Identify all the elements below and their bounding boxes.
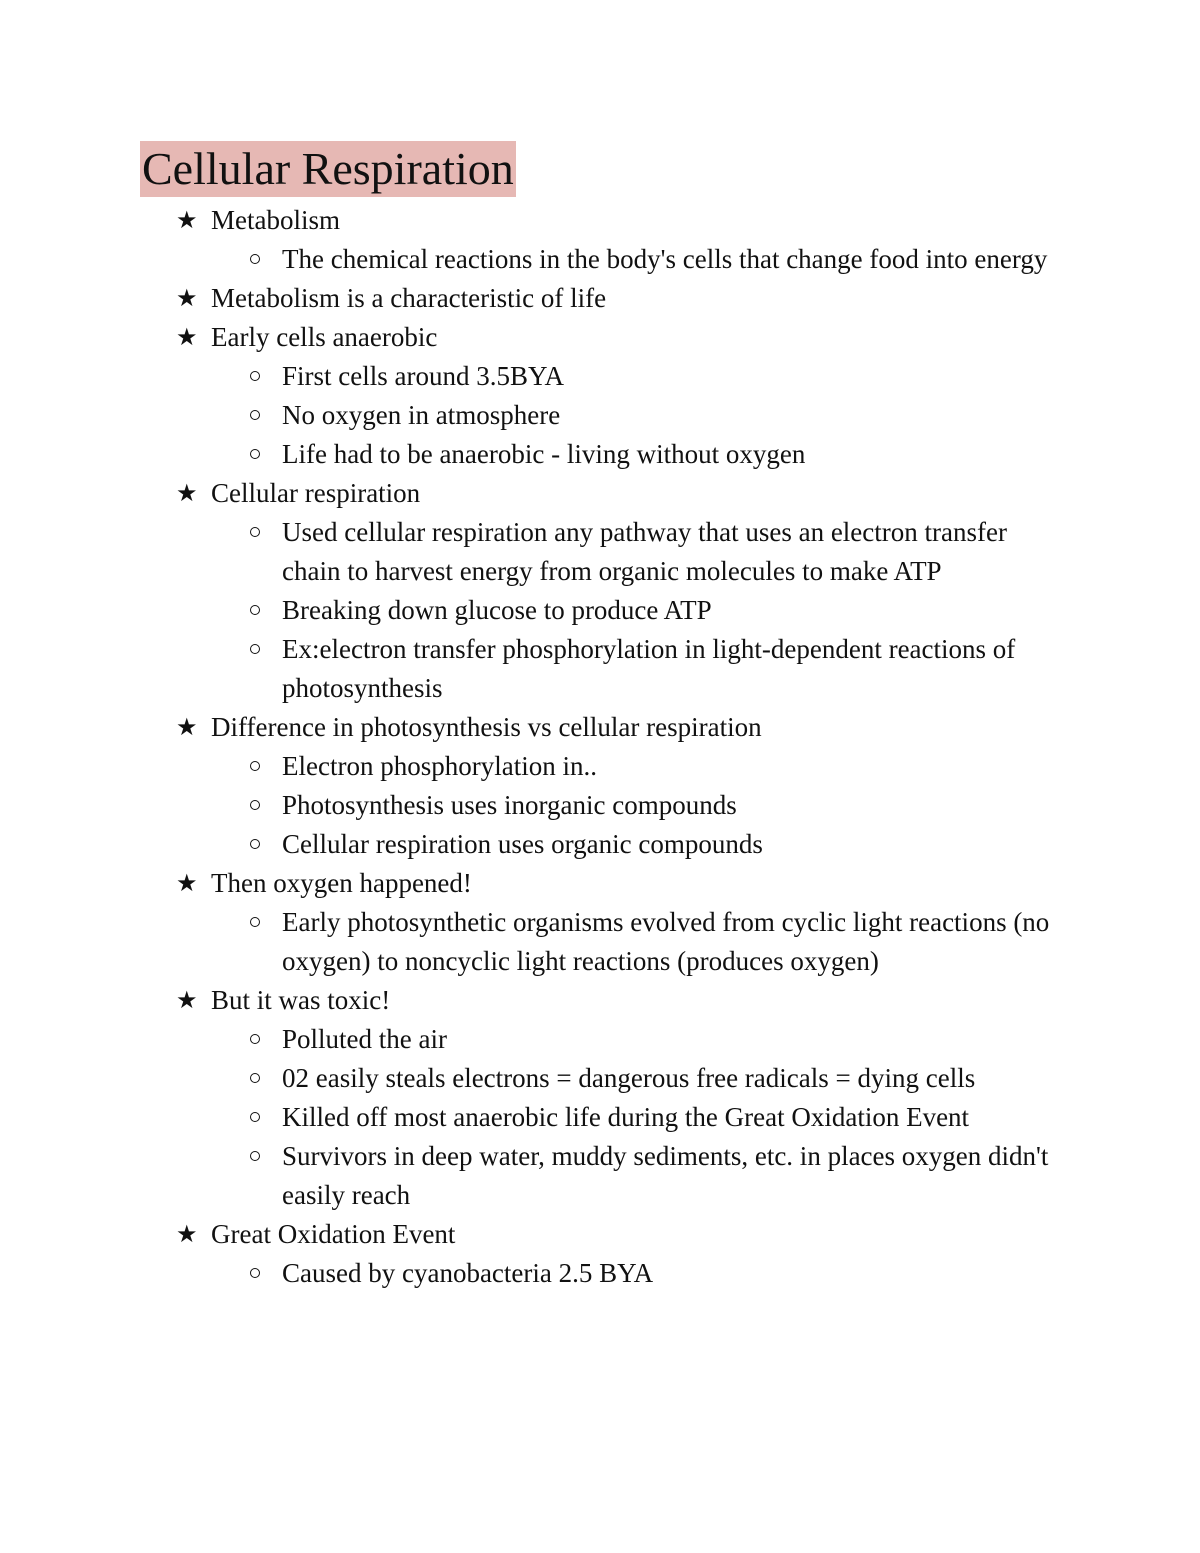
bullet-outline <box>0 201 1200 1293</box>
sub-bullet-item <box>0 513 1052 591</box>
circle-icon <box>250 1034 260 1044</box>
sub-bullet-text: Electron phosphorylation in.. <box>282 751 597 781</box>
bullet-item <box>0 474 1051 513</box>
star-icon: ★ <box>176 986 198 1014</box>
bullet-item <box>0 981 1051 1020</box>
sub-bullet-item <box>0 240 1052 279</box>
sub-bullet-item <box>0 1137 1052 1215</box>
circle-icon <box>250 761 260 771</box>
sub-bullet-item <box>0 903 1052 981</box>
sub-bullet-item <box>0 396 1052 435</box>
sub-bullet-item <box>0 1254 1052 1293</box>
sub-bullet-text: Life had to be anaerobic - living without oxygen <box>282 439 806 469</box>
sub-bullet-item <box>0 630 1052 708</box>
circle-icon <box>250 371 260 381</box>
circle-icon <box>250 605 260 615</box>
sub-bullet-text: Used cellular respiration any pathway that uses an electron transfer chain to harvest energy from organic molecules to make ATP <box>282 517 1007 586</box>
sub-bullet-item <box>0 591 1052 630</box>
circle-icon <box>250 917 260 927</box>
bullet-text: Cellular respiration <box>211 478 421 508</box>
bullet-text: Great Oxidation Event <box>211 1219 456 1249</box>
sub-bullet-item <box>0 747 1052 786</box>
circle-icon <box>250 644 260 654</box>
sub-bullet-text: Ex:electron transfer phosphorylation in light-dependent reactions of photosynthesis <box>282 634 1016 703</box>
star-icon: ★ <box>176 713 198 741</box>
circle-icon <box>250 449 260 459</box>
sub-bullet-text: Early photosynthetic organisms evolved from cyclic light reactions (no oxygen) to noncyclic light reactions (produces oxygen) <box>282 907 1050 976</box>
circle-icon <box>250 839 260 849</box>
bullet-item <box>0 279 1051 318</box>
bullet-item <box>0 708 1051 747</box>
star-icon: ★ <box>176 206 198 234</box>
circle-icon <box>250 1151 260 1161</box>
sub-bullet-text: Caused by cyanobacteria 2.5 BYA <box>282 1258 654 1288</box>
sub-bullet-text: Cellular respiration uses organic compounds <box>282 829 763 859</box>
sub-bullet-text: Breaking down glucose to produce ATP <box>282 595 712 625</box>
sub-bullet-text: The chemical reactions in the body's cells that change food into energy <box>282 244 1048 274</box>
star-icon: ★ <box>176 869 198 897</box>
sub-bullet-text: No oxygen in atmosphere <box>282 400 561 430</box>
bullet-text: But it was toxic! <box>211 985 391 1015</box>
star-icon: ★ <box>176 323 198 351</box>
bullet-item <box>0 864 1051 903</box>
sub-bullet-item <box>0 1098 1052 1137</box>
star-icon: ★ <box>176 284 198 312</box>
bullet-text: Difference in photosynthesis vs cellular respiration <box>211 712 762 742</box>
bullet-text: Early cells anaerobic <box>211 322 438 352</box>
bullet-text: Metabolism is a characteristic of life <box>211 283 607 313</box>
circle-icon <box>250 1268 260 1278</box>
sub-bullet-item <box>0 1059 1052 1098</box>
circle-icon <box>250 800 260 810</box>
sub-bullet-item <box>0 825 1052 864</box>
sub-bullet-item <box>0 786 1052 825</box>
circle-icon <box>250 254 260 264</box>
sub-bullet-text: Photosynthesis uses inorganic compounds <box>282 790 737 820</box>
circle-icon <box>250 1112 260 1122</box>
bullet-text: Then oxygen happened! <box>211 868 472 898</box>
sub-bullet-item <box>0 435 1052 474</box>
circle-icon <box>250 410 260 420</box>
circle-icon <box>250 1073 260 1083</box>
page-title: Cellular Respiration <box>140 141 516 197</box>
circle-icon <box>250 527 260 537</box>
star-icon: ★ <box>176 479 198 507</box>
bullet-item <box>0 201 1051 240</box>
bullet-text: Metabolism <box>211 205 340 235</box>
sub-bullet-text: 02 easily steals electrons = dangerous free radicals = dying cells <box>282 1063 976 1093</box>
bullet-item <box>0 318 1051 357</box>
sub-bullet-text: Survivors in deep water, muddy sediments, etc. in places oxygen didn't easily reach <box>282 1141 1049 1210</box>
sub-bullet-text: Polluted the air <box>282 1024 447 1054</box>
star-icon: ★ <box>176 1220 198 1248</box>
sub-bullet-item <box>0 357 1052 396</box>
bullet-item <box>0 1215 1051 1254</box>
sub-bullet-text: First cells around 3.5BYA <box>282 361 564 391</box>
sub-bullet-text: Killed off most anaerobic life during the Great Oxidation Event <box>282 1102 970 1132</box>
sub-bullet-item <box>0 1020 1052 1059</box>
